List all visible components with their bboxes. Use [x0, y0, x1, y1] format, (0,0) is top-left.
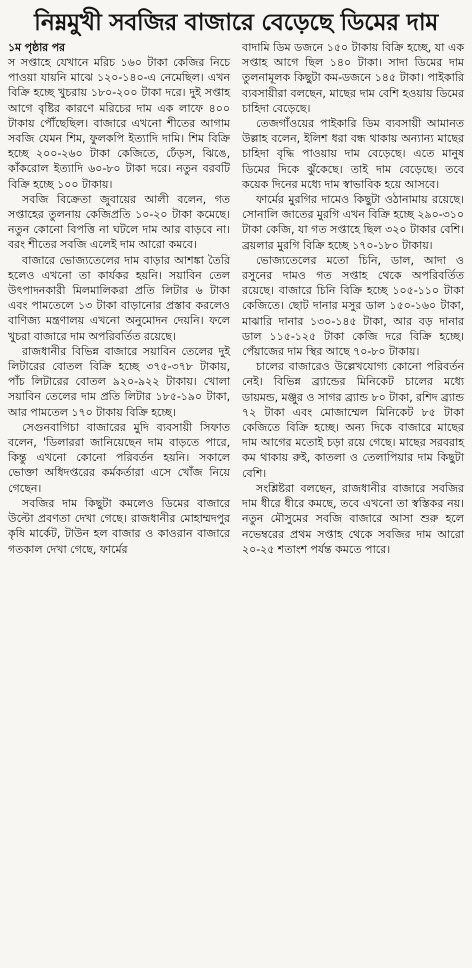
paragraph: সংশ্লিষ্টরা বলছেন, রাজধানীর বাজারে সবজির দাম ধীরে ধীরে কমছে, তবে এখনো তা স্বস্তিকর নয়। নতুন মৌসুমের সবজি বাজারে আসা শুরু হলে নভেম্বরের প্রথম সপ্তাহ থেকে সবজির দাম আরো ২০-২৫ শতাংশ পর্যন্ত কমতে পারে।: [242, 481, 464, 556]
paragraph: বাদামি ডিম ডজনে ১৫০ টাকায় বিক্রি হচ্ছে, যা এক সপ্তাহ আগে ছিল ১৪০ টাকা। সাদা ডিমের দাম তুলনামূলক কিছুটা কম-ডজনে ১৪৫ টাকা। পাইকারি ব্যবসায়ীরা বলছেন, মাছের দাম বেশি হওয়ায় ডিমের চাহিদা বেড়েছে।: [242, 41, 464, 115]
continuation-label: ১ম পৃষ্ঠার পর: [8, 41, 65, 54]
column-left: [8, 40, 230, 557]
paragraph: সবজির দাম কিছুটা কমলেও ডিমের বাজারে উল্টো প্রবণতা দেখা গেছে। রাজধানীর মোহাম্মদপুর কৃষি মার্কেট, টাউন হল বাজার ও কাওরান বাজারে গতকাল দেখা গেছে, ফার্মের: [8, 496, 230, 556]
paragraph: স সপ্তাহে যেখানে মরিচ ১৬০ টাকা কেজির নিচে পাওয়া যায়নি মাঝে ১২০-১৪০-এ নেমেছিল। এখন বিক্রি হচ্ছে খুচরায় ১৮০-২০০ টাকা দরে। দুই সপ্তাহ আগে বৃষ্টির কারণে মরিচের দাম এক লাফে ৪০০ টাকায় পৌঁছেছিল। বাজারে এখনো শীতের আগাম সবজি যেমন শিম, ফুলকপি ইত্যাদি দামি। শিম বিক্রি হচ্ছে ২০০-২৬০ টাকা কেজিতে, ঢেঁড়স, ঝিঙে, কাঁকরোল ইত্যাদি ৬০-৮০ টাকা দরে। নতুন বরবটি বিক্রি হচ্ছে ১০০ টাকায়।: [8, 56, 230, 191]
paragraph: সেগুনবাগিচা বাজারের মুদি ব্যবসায়ী সিফাত বলেন, 'ডিলাররা জানিয়েছেন দাম বাড়তে পারে, কিন্তু এখনো কোনো পরিবর্তন হয়নি। সকালে ভোক্তা অধিদপ্তরের কর্মকর্তারা এসে খোঁজ নিয়ে গেছেন।: [8, 420, 230, 495]
paragraph: ফার্মের মুরগির দামেও কিছুটা ওঠানামায় রয়েছে। সোনালি জাতের মুরগি এখন বিক্রি হচ্ছে ২৯০-৩১০ টাকা কেজি, যা গত সপ্তাহে ছিল ৩২০ টাকার বেশি। ব্রয়লার মুরগি বিক্রি হচ্ছে ১৭০-১৮০ টাকায়।: [242, 193, 464, 252]
paragraph: ভোজ্যতেলের মতো চিনি, ডাল, আদা ও রসুনের দামও গত সপ্তাহ থেকে অপরিবর্তিত রয়েছে। বাজারে চিনি বিক্রি হচ্ছে ১০৫-১১০ টাকা কেজিতে। ছোট দানার মসুর ডাল ১৫০-১৬০ টাকা, মাঝারি দানার ১৩০-১৪৫ টাকা, আর বড় দানার ডাল ১১৫-১২৫ টাকা কেজি দরে বিক্রি হচ্ছে। পেঁয়াজের দাম স্থির আছে ৭০-৮০ টাকায়।: [242, 253, 464, 359]
paragraph: তেজগাঁওয়ের পাইকারি ডিম ব্যবসায়ী আমানত উল্লাহ বলেন, ইলিশ ধরা বন্ধ থাকায় অন্যান্য মাছের চাহিদা বৃদ্ধি পাওয়ায় দাম বেড়েছে। এতে মানুষ ডিমের দিকে ঝুঁকেছে। তাই দাম বেড়েছে। তবে কয়েক দিনের মধ্যে দাম স্বাভাবিক হয়ে আসবে।: [242, 117, 464, 191]
paragraph: বাজারে ভোজ্যতেলের দাম বাড়ার আশঙ্কা তৈরি হলেও এখনো তা কার্যকর হয়নি। সয়াবিন তেল উৎপাদনকারী মিলমালিকরা প্রতি লিটার ৬ টাকা এবং পামতেলে ১৩ টাকা বাড়ানোর প্রস্তাব করলেও বাণিজ্য মন্ত্রণালয় এখনো অনুমোদন দেয়নি। ফলে খুচরা বাজারে দাম অপরিবর্তিত রয়েছে।: [8, 253, 230, 343]
paragraph: রাজধানীর বিভিন্ন বাজারে সয়াবিন তেলের দুই লিটারের বোতল বিক্রি হচ্ছে ৩৭৫-৩৭৮ টাকায়, পাঁচ লিটারের বোতল ৯২০-৯২২ টাকায়। খোলা সয়াবিন তেলের দাম প্রতি লিটার ১৮৫-১৯০ টাকা, আর পামতেল ১৭০ টাকায় বিক্রি হচ্ছে।: [8, 344, 230, 419]
article-body: [8, 40, 464, 557]
paragraph: সবজি বিক্রেতা জুবায়ের আলী বলেন, গত সপ্তাহের তুলনায় কেজিপ্রতি ১০-২০ টাকা কমেছে। নতুন কোনো বিপত্তি না ঘটলে দাম আর বাড়বে না। বরং শীতের সবজি এলেই দাম আরো কমবে।: [8, 192, 230, 252]
article-headline: নিম্নমুখী সবজির বাজারে বেড়েছে ডিমের দাম: [34, 8, 438, 36]
paragraph: চালের বাজারেও উল্লেখযোগ্য কোনো পরিবর্তন নেই। বিভিন্ন ব্র্যান্ডের মিনিকেট চালের মধ্যে ডায়মন্ড, মঞ্জুর ও সাগর ব্র্যান্ড ৮০ টাকা, রশিদ ব্র্যান্ড ৭২ টাকা এবং মোজাম্মেল মিনিকেট ৮৫ টাকা কেজিতে বিক্রি হচ্ছে। অন্য দিকে বাজারে মাছের দাম আগের মতোই চড়া রয়ে গেছে। মাছের সরবরাহ কম থাকায় রুই, কাতলা ও তেলাপিয়ার দাম কিছুটা বেশি।: [242, 360, 464, 480]
column-right: [242, 40, 464, 557]
